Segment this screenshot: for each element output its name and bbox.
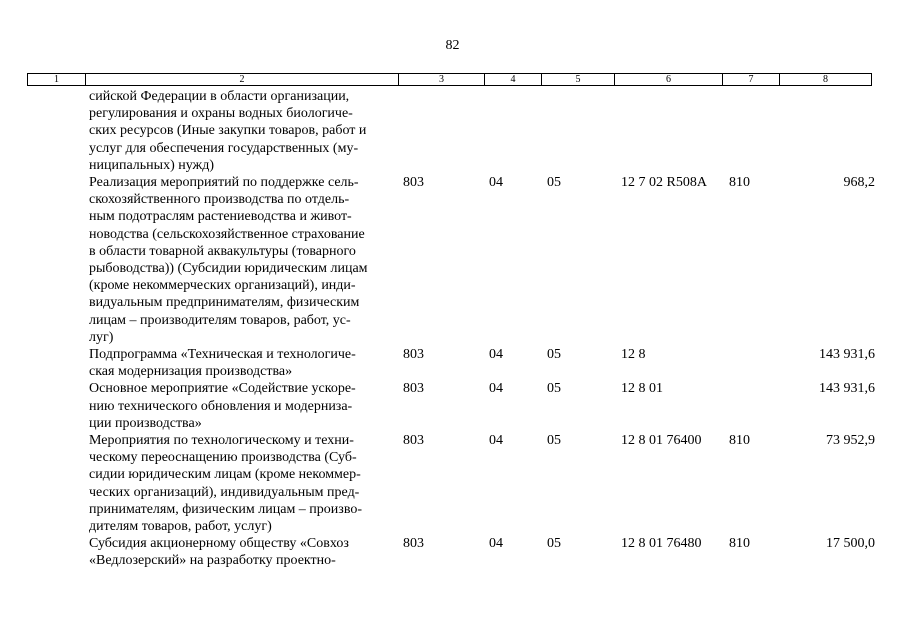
row-description: Мероприятия по технологическому и техни- ческому переоснащению производства (Суб- сидии юридическим лицам (кроме некоммер- ческих организаций), индивидуальным пред- принимателям, физическим лицам – произво- дителям товаров, работ, услуг): [89, 433, 362, 535]
row-amount: 143 931,6: [819, 381, 875, 397]
row-subsection-code: 05: [547, 536, 561, 552]
header-col-3: 3: [399, 74, 485, 86]
header-col-7: 7: [723, 74, 780, 86]
row-target-article: 12 8 01: [621, 381, 663, 397]
row-ministry-code: 803: [403, 536, 424, 552]
table-row: [0, 432, 905, 535]
budget-table-body: [0, 88, 905, 570]
row-subsection-code: 05: [547, 433, 561, 449]
table-row: [0, 174, 905, 346]
row-subsection-code: 05: [547, 347, 561, 363]
row-target-article: 12 8 01 76480: [621, 536, 702, 552]
row-description: Подпрограмма «Техническая и технологиче- ская модернизация производства»: [89, 347, 356, 380]
header-col-6: 6: [615, 74, 723, 86]
row-section-code: 04: [489, 347, 503, 363]
row-section-code: 04: [489, 381, 503, 397]
row-subsection-code: 05: [547, 381, 561, 397]
row-description: Основное мероприятие «Содействие ускоре- нию технического обновления и модерниза- ции производства»: [89, 381, 356, 431]
row-amount: 968,2: [843, 175, 875, 191]
row-section-code: 04: [489, 433, 503, 449]
row-ministry-code: 803: [403, 175, 424, 191]
row-amount: 73 952,9: [826, 433, 875, 449]
column-number-header: [27, 73, 872, 86]
page-number: 82: [445, 38, 460, 53]
row-section-code: 04: [489, 175, 503, 191]
row-expense-type: 810: [729, 175, 750, 191]
header-row: [28, 74, 872, 86]
row-ministry-code: 803: [403, 381, 424, 397]
row-expense-type: 810: [729, 536, 750, 552]
table-row: [0, 380, 905, 432]
row-ministry-code: 803: [403, 347, 424, 363]
row-target-article: 12 7 02 R508А: [621, 175, 707, 191]
row-amount: 143 931,6: [819, 347, 875, 363]
row-description: сийской Федерации в области организации, регулирования и охраны водных биологиче- ских ресурсов (Иные закупки товаров, работ и услуг для обеспечения государственных (му- ниципальных) нужд): [89, 89, 367, 173]
header-col-8: 8: [780, 74, 872, 86]
header-col-5: 5: [542, 74, 615, 86]
row-description: Субсидия акционерному обществу «Совхоз «Ведлозерский» на разработку проектно-: [89, 536, 349, 569]
table-row: [0, 346, 905, 380]
table-row: [0, 535, 905, 569]
row-target-article: 12 8 01 76400: [621, 433, 702, 449]
row-expense-type: 810: [729, 433, 750, 449]
row-subsection-code: 05: [547, 175, 561, 191]
header-col-2: 2: [86, 74, 399, 86]
header-col-1: 1: [28, 74, 86, 86]
row-description: Реализация мероприятий по поддержке сель- скохозяйственного производства по отдель- ным подотраслям растениеводства и живот- новодства (сельскохозяйственное страхование в области товарной аквакультуры (товарного рыбоводства)) (Субсидии юридическим лицам (кроме некоммерческих организаций), инди- видуальным предпринимателям, физическим лицам – производителям товаров, работ, ус- луг): [89, 175, 368, 345]
header-col-4: 4: [485, 74, 542, 86]
table-row: [0, 88, 905, 174]
row-amount: 17 500,0: [826, 536, 875, 552]
row-section-code: 04: [489, 536, 503, 552]
row-target-article: 12 8: [621, 347, 646, 363]
row-ministry-code: 803: [403, 433, 424, 449]
